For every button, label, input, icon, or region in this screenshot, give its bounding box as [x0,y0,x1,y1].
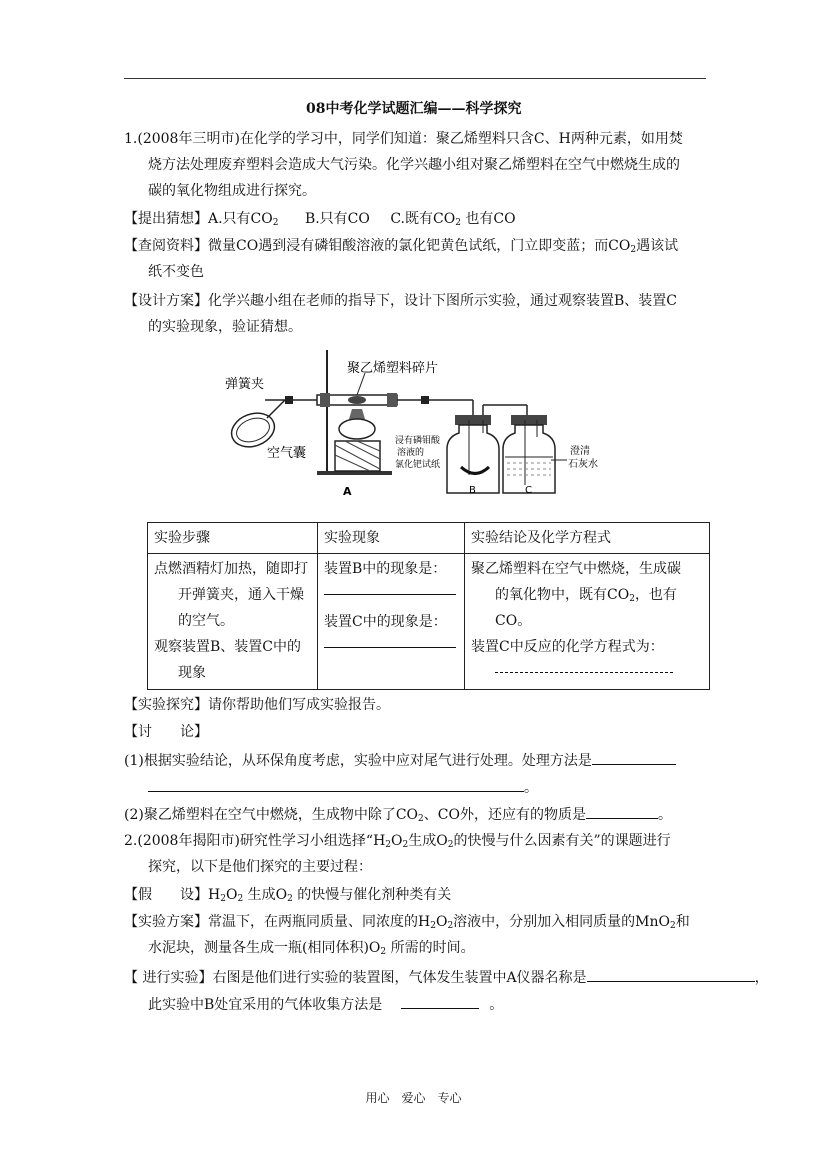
q2-text: 溶液中，分别加入相同质量的MnO [453,914,671,930]
guess-label: 【提出猜想】 [124,211,208,227]
label-paper-2: 溶液的 [397,448,425,458]
experiment-table [147,522,710,690]
label-paper-3: 氯化钯试纸 [395,460,441,470]
info-1-post: 遇该试 [636,238,679,254]
q2-text: 生成O [408,833,448,849]
discuss-1-cont [148,778,538,797]
label-c: C [525,485,532,496]
q2-plan-2 [148,939,475,957]
sub-2: 2 [430,921,436,931]
label-b: B [469,485,476,496]
step-line: 开弹簧夹，通入干燥 [178,587,304,603]
table-header: 实验现象 [318,523,465,554]
q2-text: O [225,887,238,903]
q2-do-2 [148,995,503,1014]
table-header-row [148,523,710,554]
q2-text: ， [754,970,769,986]
table-header: 实验结论及化学方程式 [465,523,710,554]
sub-2: 2 [418,814,424,824]
q2-text: 的快慢与什么因素有关”的课题进行 [453,833,671,849]
q1-line-2: 烧方法处理废弃塑料会造成大气污染。化学兴趣小组对聚乙烯塑料在空气中燃烧生成的 [148,157,680,173]
collection-method-blank[interactable] [401,995,479,1009]
info-1-pre: 【查阅资料】微量CO遇到浸有磷钼酸溶液的氯化钯黄色试纸，门立即变蓝；而CO [124,238,631,254]
discuss-2 [124,805,672,824]
apparatus-figure [225,345,615,505]
label-bag: 空气囊 [267,446,307,461]
sub-2: 2 [455,218,461,228]
q2-line-2: 探究，以下是他们探究的主要过程： [148,859,372,875]
hyp-label: 【假 设】 [124,887,208,903]
q2-text: 水泥块，测量各生成一瓶(相同体积)O [148,940,381,956]
q2-text: 【实验方案】常温下，在两瓶同质量、同浓度的H [124,914,431,930]
observation-c-label: 装置C中的现象是： [324,614,447,630]
sub-2: 2 [385,840,392,850]
discuss-1 [124,751,676,770]
sub-2: 2 [630,245,637,255]
q2-do-1 [124,968,769,987]
q1-guess [124,210,516,228]
label-lime-2: 石灰水 [568,459,598,470]
discuss-2-pre: (2)聚乙烯塑料在空气中燃烧，生成物中除了CO [124,807,419,823]
q2-text: O [435,914,448,930]
q2-text: 生成O [247,887,288,903]
observation-b-blank[interactable] [324,582,456,595]
bottle-b [447,425,499,493]
q2-text: 的快慢与催化剂种类有关 [297,887,452,903]
conclusion-line [471,582,703,634]
discuss-1-end: 。 [524,780,538,796]
table-header: 实验步骤 [148,523,318,554]
discuss-2-blank[interactable] [586,805,658,819]
conclusion-co2-pre: 的氧化物中，既有CO [495,587,630,603]
guess-c-pre: C.既有CO [390,211,456,227]
q1-line-3: 碳的氧化物组成进行探究。 [148,183,316,199]
discuss-2-end: 。 [657,807,672,823]
discuss-2-mid: 、CO外，还应有的物质是 [423,807,586,823]
observation-c-blank[interactable] [324,635,456,648]
conclusion-line: 聚乙烯塑料在空气中燃烧，生成碳 [471,561,681,577]
sub-2: 2 [237,894,244,904]
spring-clip [285,396,293,404]
alcohol-lamp [339,419,375,439]
step-line: 观察装置B、装置C中的 [154,639,301,655]
sub-2: 2 [220,894,226,904]
label-paper-1: 浸有磷钼酸 [395,436,441,446]
observation-b-label: 装置B中的现象是： [324,561,447,577]
explore-line: 【实验探究】请你帮助他们写成实验报告。 [124,697,390,713]
q2-plan-1 [124,913,690,931]
discuss-1-blank-2[interactable] [148,778,524,792]
bottle-c [503,425,555,493]
page-title: 08中考化学试题汇编——科学探究 [306,101,522,117]
q2-text: 和 [675,914,690,930]
q2-text: 所需的时间。 [390,940,475,956]
table-row [148,554,710,690]
discuss-1-blank[interactable] [592,751,676,765]
instrument-name-blank[interactable] [587,968,755,982]
page-footer: 用心 爱心 专心 [365,1091,462,1105]
label-lime-1: 澄清 [570,446,590,457]
sub-2: 2 [402,840,409,850]
q2-line-1 [124,832,671,850]
header-rule [124,78,706,79]
step-line: 点燃酒精灯加热，随即打 [154,561,308,577]
q2-hypothesis [124,886,451,904]
q1-design-2: 的实验现象，验证猜想。 [148,319,302,335]
q2-text: 【 进行实验】右图是他们进行实验的装置图，气体发生装置中A仪器名称是 [124,970,587,986]
conclusion-co-post: ，也有CO。 [495,587,677,629]
q2-text: 。 [489,997,504,1013]
sub-2: 2 [272,218,279,228]
label-plastic: 聚乙烯塑料碎片 [347,361,439,376]
guess-a: A.只有CO [208,211,273,227]
sub-2: 2 [670,921,676,931]
q2-text: O [391,833,403,849]
steps-cell [148,554,318,690]
q2-text: H [208,887,221,903]
label-a: A [343,485,352,498]
sub-2: 2 [447,840,454,850]
sub-2: 2 [447,921,454,931]
label-clip: 弹簧夹 [225,377,265,392]
guess-b: B.只有CO [304,211,370,227]
discuss-label: 【讨 论】 [124,724,208,740]
sub-2: 2 [380,947,387,957]
conclusion-line: 装置C中反应的化学方程式为： [471,639,664,655]
q1-info-1 [124,237,678,255]
sub-2: 2 [287,894,293,904]
q1-line-1: 1.(2008年三明市)在化学的学习中，同学们知道：聚乙烯塑料只含C、H两种元素，如用焚 [124,131,683,147]
q1-info-2: 纸不变色 [148,264,204,280]
q2-text: 2.(2008年揭阳市)研究性学习小组选择“H [124,833,386,849]
sub-2: 2 [629,594,635,604]
discuss-1-text: (1)根据实验结论，从环保角度考虑，实验中应对尾气进行处理。处理方法是 [124,753,592,769]
step-line: 的空气。 [178,613,234,629]
q1-design-1: 【设计方案】化学兴趣小组在老师的指导下，设计下图所示实验，通过观察装置B、装置C [124,293,677,309]
guess-c-post: 也有CO [465,211,516,227]
step-line: 现象 [178,665,206,681]
equation-blank[interactable] [495,660,673,673]
observation-cell [318,554,465,690]
conclusion-cell [465,554,710,690]
q2-text: 此实验中B处宜采用的气体收集方法是 [148,997,383,1013]
